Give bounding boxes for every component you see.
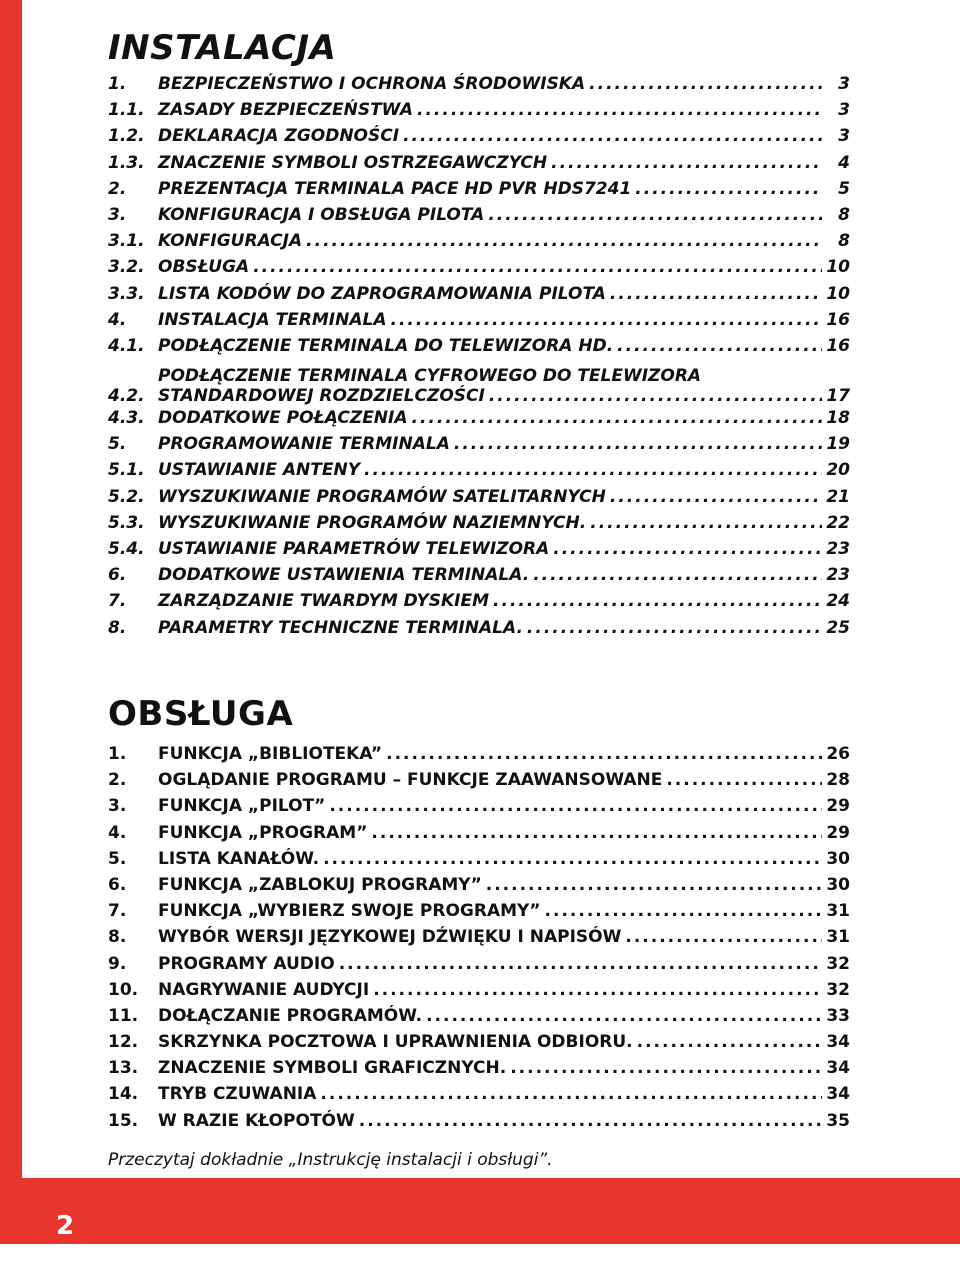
toc-entry-title: FUNKCJA „BIBLIOTEKA” bbox=[158, 744, 383, 764]
toc-entry-page: 34 bbox=[826, 1084, 850, 1105]
toc-entry[interactable] bbox=[108, 1006, 850, 1032]
toc-entry-number: 15. bbox=[108, 1110, 139, 1131]
toc-entry-title: PARAMETRY TECHNICZNE TERMINALA. bbox=[158, 617, 523, 638]
toc-entry-page: 30 bbox=[826, 848, 850, 869]
toc-entry-number: 11. bbox=[108, 1005, 139, 1026]
toc-entry[interactable] bbox=[108, 954, 850, 980]
toc-entry-number: 5. bbox=[108, 848, 127, 869]
dot-leader bbox=[454, 434, 822, 454]
toc-entry[interactable] bbox=[108, 744, 850, 770]
toc-entry[interactable] bbox=[108, 408, 850, 434]
toc-entry-page: 28 bbox=[826, 770, 850, 791]
toc-entry[interactable] bbox=[108, 231, 850, 257]
toc-entry-page: 3 bbox=[838, 74, 850, 94]
dot-leader bbox=[610, 284, 822, 304]
toc-entry[interactable] bbox=[108, 284, 850, 310]
dot-leader bbox=[486, 875, 822, 895]
dot-leader bbox=[590, 513, 822, 533]
dot-leader bbox=[417, 100, 822, 120]
toc-entry[interactable] bbox=[108, 74, 850, 100]
section-title-obsluga: OBSŁUGA bbox=[108, 694, 294, 734]
toc-entry-number: 3.2. bbox=[108, 257, 145, 278]
toc-entry[interactable] bbox=[108, 100, 850, 126]
toc-entry-title: USTAWIANIE PARAMETRÓW TELEWIZORA bbox=[158, 539, 550, 559]
toc-entry[interactable] bbox=[108, 875, 850, 901]
toc-entry-page: 8 bbox=[838, 231, 850, 252]
toc-entry-title: DODATKOWE USTAWIENIA TERMINALA. bbox=[158, 565, 530, 586]
toc-entry-page: 8 bbox=[838, 204, 850, 225]
toc-entry-title-continued: STANDARDOWEJ ROZDZIELCZOŚCI bbox=[158, 386, 485, 407]
toc-entry-page: 24 bbox=[826, 591, 850, 612]
toc-entry[interactable] bbox=[108, 901, 850, 927]
toc-entry-number: 6. bbox=[108, 874, 127, 895]
toc-entry-title: KONFIGURACJA I OBSŁUGA PILOTA bbox=[158, 204, 485, 225]
toc-instalacja bbox=[108, 74, 850, 644]
toc-entry-page: 32 bbox=[826, 953, 850, 974]
dot-leader bbox=[533, 565, 822, 585]
dot-leader bbox=[589, 74, 822, 94]
dot-leader bbox=[635, 179, 822, 199]
toc-entry-page: 16 bbox=[826, 335, 850, 356]
toc-entry-title: DEKLARACJA ZGODNOŚCI bbox=[158, 126, 400, 147]
toc-entry-page: 3 bbox=[838, 100, 850, 121]
toc-entry[interactable] bbox=[108, 257, 850, 283]
toc-entry-page: 33 bbox=[826, 1005, 850, 1026]
toc-entry-page: 10 bbox=[826, 283, 850, 304]
dot-leader bbox=[412, 408, 822, 428]
dot-leader bbox=[553, 539, 822, 559]
toc-entry-title: ZNACZENIE SYMBOLI GRAFICZNYCH. bbox=[158, 1058, 507, 1079]
toc-entry-title: SKRZYNKA POCZTOWA I UPRAWNIENIA ODBIORU. bbox=[158, 1032, 633, 1053]
toc-entry-number: 12. bbox=[108, 1032, 139, 1053]
red-side-bar bbox=[0, 0, 22, 1178]
toc-entry[interactable] bbox=[108, 310, 850, 336]
toc-entry[interactable] bbox=[108, 513, 850, 539]
toc-entry[interactable] bbox=[108, 591, 850, 617]
toc-entry-number: 3. bbox=[108, 204, 127, 225]
toc-entry-title: DOŁĄCZANIE PROGRAMÓW. bbox=[158, 1005, 423, 1026]
toc-entry-number: 8. bbox=[108, 617, 127, 638]
dot-leader bbox=[493, 591, 822, 611]
toc-entry-page: 18 bbox=[826, 408, 850, 429]
toc-entry-title: PODŁĄCZENIE TERMINALA CYFROWEGO DO TELEWIZORA bbox=[158, 366, 702, 387]
toc-entry-number: 14. bbox=[108, 1084, 139, 1105]
toc-entry-page: 34 bbox=[826, 1058, 850, 1079]
dot-leader bbox=[373, 980, 822, 1000]
toc-entry-page: 10 bbox=[826, 257, 850, 278]
toc-entry[interactable] bbox=[108, 1084, 850, 1110]
dot-leader bbox=[625, 927, 822, 947]
dot-leader bbox=[306, 231, 822, 251]
dot-leader bbox=[364, 460, 822, 480]
toc-entry-title: PROGRAMY AUDIO bbox=[158, 953, 335, 974]
toc-entry[interactable] bbox=[108, 980, 850, 1006]
dot-leader bbox=[637, 1032, 822, 1052]
dot-leader bbox=[323, 849, 822, 869]
toc-entry-number: 8. bbox=[108, 927, 127, 948]
toc-entry-title: FUNKCJA „PROGRAM” bbox=[158, 822, 368, 843]
toc-entry-title: FUNKCJA „PILOT” bbox=[158, 796, 326, 817]
toc-entry-number: 3. bbox=[108, 796, 127, 817]
dot-leader bbox=[610, 487, 822, 507]
toc-entry-number: 2. bbox=[108, 770, 127, 791]
toc-entry-number: 6. bbox=[108, 565, 127, 586]
toc-entry-number: 1. bbox=[108, 74, 127, 94]
toc-entry[interactable] bbox=[108, 770, 850, 796]
toc-entry-page: 21 bbox=[826, 486, 850, 507]
toc-obsluga bbox=[108, 744, 850, 1137]
page-number: 2 bbox=[55, 1211, 75, 1241]
toc-entry-number: 4.1. bbox=[108, 335, 145, 356]
toc-entry[interactable] bbox=[108, 618, 850, 644]
toc-entry[interactable] bbox=[108, 796, 850, 822]
toc-entry-number: 4.2. bbox=[108, 386, 145, 407]
dot-leader bbox=[488, 205, 822, 225]
toc-entry-title: FUNKCJA „WYBIERZ SWOJE PROGRAMY” bbox=[158, 901, 541, 922]
dot-leader bbox=[386, 744, 822, 764]
toc-entry-title: W RAZIE KŁOPOTÓW bbox=[158, 1110, 355, 1131]
toc-entry[interactable] bbox=[108, 205, 850, 231]
toc-entry-page: 26 bbox=[826, 744, 850, 764]
toc-entry[interactable] bbox=[108, 1058, 850, 1084]
toc-entry[interactable] bbox=[108, 823, 850, 849]
toc-entry[interactable] bbox=[108, 336, 850, 362]
toc-entry-title: WYSZUKIWANIE PROGRAMÓW SATELITARNYCH bbox=[158, 486, 606, 507]
toc-entry-number: 5. bbox=[108, 434, 127, 455]
toc-entry-number: 4.3. bbox=[108, 408, 145, 429]
toc-entry-number: 4. bbox=[108, 822, 127, 843]
toc-entry-page: 29 bbox=[826, 822, 850, 843]
dot-leader bbox=[391, 310, 823, 330]
toc-entry-title: OBSŁUGA bbox=[158, 257, 250, 278]
toc-entry-page: 19 bbox=[826, 434, 850, 455]
toc-entry[interactable] bbox=[108, 539, 850, 565]
toc-entry-page: 32 bbox=[826, 979, 850, 1000]
toc-entry[interactable] bbox=[108, 126, 850, 152]
toc-entry[interactable] bbox=[108, 927, 850, 953]
toc-entry[interactable] bbox=[108, 565, 850, 591]
toc-entry-title: TRYB CZUWANIA bbox=[158, 1084, 317, 1105]
toc-entry-title: PODŁĄCZENIE TERMINALA DO TELEWIZORA HD. bbox=[158, 335, 614, 356]
toc-entry-title: KONFIGURACJA bbox=[158, 231, 303, 252]
toc-entry-page: 5 bbox=[838, 178, 850, 199]
toc-entry-title: PREZENTACJA TERMINALA PACE HD PVR HDS7241 bbox=[158, 178, 632, 199]
dot-leader bbox=[371, 823, 822, 843]
toc-entry-number: 1.3. bbox=[108, 152, 145, 173]
toc-entry-page: 23 bbox=[826, 539, 850, 559]
toc-entry-number: 1. bbox=[108, 744, 127, 764]
toc-entry-number: 10. bbox=[108, 979, 139, 1000]
toc-entry-title: ZNACZENIE SYMBOLI OSTRZEGAWCZYCH bbox=[158, 152, 548, 173]
toc-entry-number: 1.1. bbox=[108, 100, 145, 121]
dot-leader bbox=[320, 1084, 822, 1104]
toc-entry-title: OGLĄDANIE PROGRAMU – FUNKCJE ZAAWANSOWANE bbox=[158, 770, 663, 791]
toc-entry-number: 5.4. bbox=[108, 539, 145, 559]
toc-entry-number: 5.2. bbox=[108, 486, 145, 507]
toc-entry-title: WYSZUKIWANIE PROGRAMÓW NAZIEMNYCH. bbox=[158, 512, 587, 533]
toc-entry-title: LISTA KODÓW DO ZAPROGRAMOWANIA PILOTA bbox=[158, 283, 606, 304]
toc-entry[interactable] bbox=[108, 362, 850, 408]
toc-entry-number: 3.3. bbox=[108, 283, 145, 304]
toc-entry-title: INSTALACJA TERMINALA bbox=[158, 309, 387, 330]
toc-entry[interactable] bbox=[108, 460, 850, 486]
dot-leader bbox=[253, 257, 822, 277]
toc-entry[interactable] bbox=[108, 1111, 850, 1137]
toc-entry-page: 16 bbox=[826, 309, 850, 330]
dot-leader bbox=[617, 336, 822, 356]
toc-entry-number: 9. bbox=[108, 953, 127, 974]
toc-entry-page: 22 bbox=[826, 512, 850, 533]
toc-entry-title: WYBÓR WERSJI JĘZYKOWEJ DŹWIĘKU I NAPISÓW bbox=[158, 927, 622, 948]
dot-leader bbox=[426, 1006, 822, 1026]
toc-entry-title: ZASADY BEZPIECZEŃSTWA bbox=[158, 100, 413, 121]
toc-entry-number: 7. bbox=[108, 901, 127, 922]
toc-entry-title: BEZPIECZEŃSTWO I OCHRONA ŚRODOWISKA bbox=[158, 74, 586, 94]
toc-entry-page: 25 bbox=[826, 617, 850, 638]
toc-entry-title: FUNKCJA „ZABLOKUJ PROGRAMY” bbox=[158, 874, 482, 895]
toc-entry-page: 34 bbox=[826, 1032, 850, 1053]
toc-entry-page: 20 bbox=[826, 460, 850, 481]
dot-leader bbox=[510, 1058, 822, 1078]
dot-leader bbox=[489, 386, 822, 406]
footer-note: Przeczytaj dokładnie „Instrukcję instalacji i obsługi”. bbox=[108, 1150, 553, 1170]
toc-entry-number: 1.2. bbox=[108, 126, 145, 147]
toc-entry-page: 17 bbox=[826, 386, 850, 407]
toc-entry[interactable] bbox=[108, 153, 850, 179]
dot-leader bbox=[339, 954, 822, 974]
toc-entry-number: 13. bbox=[108, 1058, 139, 1079]
dot-leader bbox=[551, 153, 822, 173]
toc-entry-title: ZARZĄDZANIE TWARDYM DYSKIEM bbox=[158, 591, 490, 612]
toc-entry-page: 31 bbox=[826, 901, 850, 922]
dot-leader bbox=[527, 618, 822, 638]
toc-entry[interactable] bbox=[108, 487, 850, 513]
toc-entry-page: 29 bbox=[826, 796, 850, 817]
toc-entry-number: 5.1. bbox=[108, 460, 145, 481]
toc-entry-page: 31 bbox=[826, 927, 850, 948]
dot-leader bbox=[666, 770, 822, 790]
dot-leader bbox=[329, 796, 822, 816]
dot-leader bbox=[403, 126, 822, 146]
toc-entry-page: 35 bbox=[826, 1110, 850, 1131]
toc-entry-number: 7. bbox=[108, 591, 127, 612]
toc-entry-title: LISTA KANAŁÓW. bbox=[158, 848, 320, 869]
toc-entry[interactable] bbox=[108, 179, 850, 205]
toc-entry-number: 5.3. bbox=[108, 512, 145, 533]
toc-entry-page: 30 bbox=[826, 874, 850, 895]
toc-entry-title: USTAWIANIE ANTENY bbox=[158, 460, 360, 481]
toc-entry-title: DODATKOWE POŁĄCZENIA bbox=[158, 408, 408, 429]
toc-entry-title: PROGRAMOWANIE TERMINALA bbox=[158, 434, 450, 455]
section-title-instalacja: INSTALACJA bbox=[108, 28, 337, 68]
toc-entry-number: 3.1. bbox=[108, 231, 145, 252]
dot-leader bbox=[545, 901, 822, 921]
toc-entry-page: 3 bbox=[838, 126, 850, 147]
red-bottom-band bbox=[0, 1178, 960, 1244]
toc-entry[interactable] bbox=[108, 1032, 850, 1058]
toc-entry[interactable] bbox=[108, 849, 850, 875]
toc-entry-page: 23 bbox=[826, 565, 850, 586]
toc-entry-number: 4. bbox=[108, 309, 127, 330]
toc-entry-page: 4 bbox=[838, 152, 850, 173]
toc-entry[interactable] bbox=[108, 434, 850, 460]
toc-entry-title: NAGRYWANIE AUDYCJI bbox=[158, 979, 370, 1000]
dot-leader bbox=[359, 1111, 822, 1131]
toc-entry-number: 2. bbox=[108, 178, 127, 199]
